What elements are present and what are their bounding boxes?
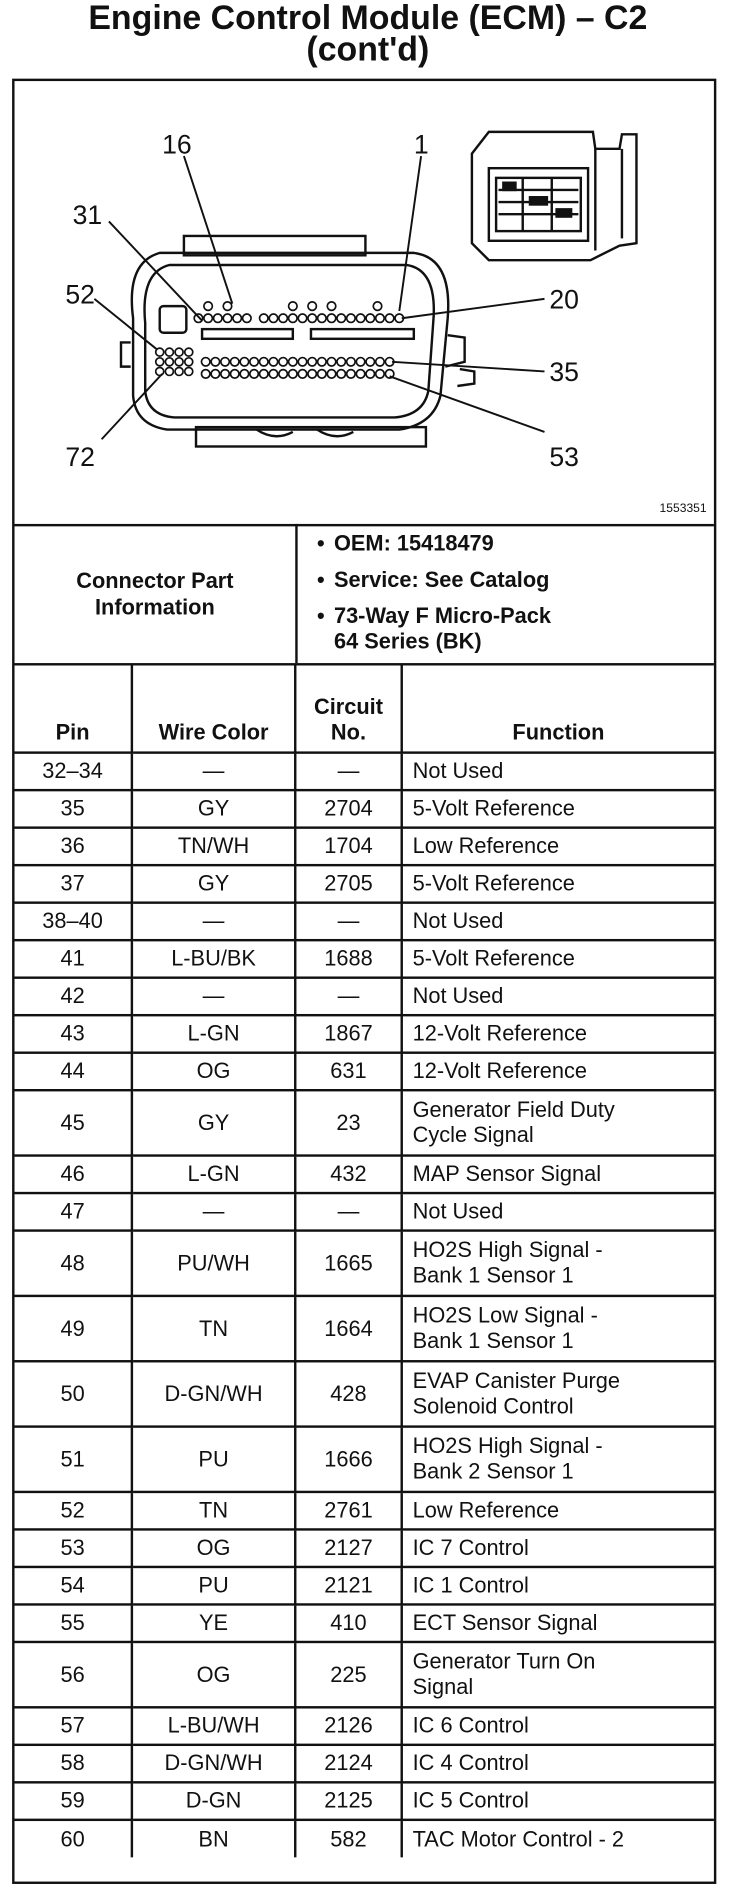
- table-row: [15, 828, 714, 866]
- function-cell: [402, 1156, 714, 1194]
- table-row: [15, 1296, 714, 1361]
- function-line-1: HO2S High Signal -: [412, 1237, 603, 1263]
- callout-labels: [65, 130, 579, 472]
- circuit-cell: 1665: [295, 1231, 401, 1296]
- circuit-cell: 2761: [295, 1492, 401, 1530]
- table-row: [15, 1156, 714, 1194]
- function-line-2: Solenoid Control: [412, 1393, 574, 1419]
- function-line-1: MAP Sensor Signal: [412, 1161, 602, 1186]
- function-line-1: HO2S Low Signal -: [412, 1303, 598, 1328]
- function-line-1: 5-Volt Reference: [412, 871, 575, 896]
- function-cell: [402, 1642, 714, 1707]
- function-line-2: Bank 1 Sensor 1: [412, 1263, 574, 1288]
- connector-info-details: [298, 524, 714, 663]
- wire-color-cell: OG: [132, 1053, 295, 1091]
- circuit-cell: 1666: [295, 1427, 401, 1492]
- pin-cell: 53: [15, 1529, 132, 1567]
- function-line-1: IC 1 Control: [412, 1573, 529, 1598]
- circuit-cell: 428: [295, 1361, 401, 1426]
- function-line-1: TAC Motor Control - 2: [412, 1826, 625, 1851]
- wire-color-cell: L-BU/WH: [132, 1707, 295, 1745]
- wire-color-cell: TN: [132, 1492, 295, 1530]
- circuit-cell: 432: [295, 1156, 401, 1194]
- pin-cell: 59: [15, 1782, 132, 1820]
- table-row: [15, 978, 714, 1016]
- function-line-1: IC 6 Control: [412, 1713, 529, 1738]
- function-line-2: Cycle Signal: [412, 1122, 534, 1148]
- title-line-1: Engine Control Module (ECM) – C2: [88, 0, 648, 37]
- function-cell: [402, 865, 714, 903]
- function-cell: [402, 1604, 714, 1642]
- info-bullet-service: • Service: See Catalog: [317, 567, 550, 592]
- wire-color-cell: —: [132, 903, 295, 941]
- circuit-cell: 23: [295, 1090, 401, 1155]
- function-line-1: EVAP Canister Purge: [412, 1368, 621, 1393]
- function-cell: [402, 978, 714, 1016]
- function-line-1: IC 4 Control: [412, 1750, 529, 1776]
- function-line-1: Not Used: [412, 908, 504, 933]
- wire-color-cell: TN: [132, 1296, 295, 1361]
- function-line-1: Not Used: [412, 983, 504, 1008]
- circuit-cell: 410: [295, 1604, 401, 1642]
- table-row: [15, 1529, 714, 1567]
- function-cell: [402, 1053, 714, 1091]
- table-row: [15, 1231, 714, 1296]
- table-row: [15, 1642, 714, 1707]
- bullet-icon: •: [317, 567, 325, 592]
- pin-cell: 42: [15, 978, 132, 1016]
- wire-color-cell: BN: [132, 1820, 295, 1858]
- wire-color-cell: GY: [132, 790, 295, 828]
- function-line-2: Bank 2 Sensor 1: [412, 1459, 574, 1484]
- function-cell: [402, 1492, 714, 1530]
- function-line-2: Signal: [412, 1674, 474, 1699]
- table-row: [15, 903, 714, 941]
- function-line-1: ECT Sensor Signal: [412, 1610, 598, 1635]
- function-line-1: Generator Field Duty: [412, 1097, 615, 1122]
- pin-cell: 55: [15, 1604, 132, 1642]
- wire-color-cell: D-GN: [132, 1782, 295, 1820]
- table-row: [15, 1053, 714, 1091]
- function-line-1: 5-Volt Reference: [412, 796, 575, 821]
- wire-color-cell: L-GN: [132, 1156, 295, 1194]
- connector-diagram: [15, 81, 714, 526]
- function-line-1: 12-Volt Reference: [412, 1058, 587, 1083]
- circuit-cell: 2124: [295, 1745, 401, 1783]
- callout-pin-53: 53: [549, 441, 579, 472]
- pin-cell: 37: [15, 865, 132, 903]
- circuit-cell: 1664: [295, 1296, 401, 1361]
- pin-cell: 47: [15, 1193, 132, 1231]
- circuit-cell: 2705: [295, 865, 401, 903]
- table-row: [15, 753, 714, 791]
- callout-pin-1: 1: [413, 129, 429, 160]
- connector-sheet: [12, 79, 716, 1884]
- function-cell: [402, 1015, 714, 1053]
- wire-color-cell: OG: [132, 1529, 295, 1567]
- function-cell: [402, 1745, 714, 1783]
- function-line-1: Low Reference: [412, 1497, 560, 1523]
- wire-color-cell: —: [132, 978, 295, 1016]
- circuit-cell: 2127: [295, 1529, 401, 1567]
- circuit-cell: 225: [295, 1642, 401, 1707]
- wire-color-cell: —: [132, 753, 295, 791]
- circuit-cell: 582: [295, 1820, 401, 1858]
- function-cell: [402, 828, 714, 866]
- function-cell: [402, 1567, 714, 1605]
- wire-color-cell: PU: [132, 1567, 295, 1605]
- callout-pin-16: 16: [162, 129, 192, 160]
- pin-cell: 52: [15, 1492, 132, 1530]
- pin-cell: 36: [15, 828, 132, 866]
- page-title: [0, 0, 736, 68]
- function-line-1: Low Reference: [412, 833, 560, 858]
- function-line-2: Bank 1 Sensor 1: [412, 1328, 574, 1353]
- function-line-1: Generator Turn On: [412, 1649, 596, 1674]
- pin-cell: 46: [15, 1156, 132, 1194]
- table-row: [15, 940, 714, 978]
- table-row: [15, 1782, 714, 1820]
- pin-cell: 32–34: [15, 753, 132, 791]
- pin-cell: 35: [15, 790, 132, 828]
- function-line-1: IC 5 Control: [412, 1788, 529, 1813]
- function-cell: [402, 1529, 714, 1567]
- circuit-cell: —: [295, 978, 401, 1016]
- pin-cell: 48: [15, 1231, 132, 1296]
- pin-cell: 51: [15, 1427, 132, 1492]
- callout-pin-52: 52: [65, 279, 95, 310]
- wire-color-cell: GY: [132, 865, 295, 903]
- function-line-1: Not Used: [412, 758, 504, 783]
- wire-color-cell: GY: [132, 1090, 295, 1155]
- function-cell: [402, 1427, 714, 1492]
- table-row: [15, 1567, 714, 1605]
- table-row: [15, 790, 714, 828]
- pin-cell: 45: [15, 1090, 132, 1155]
- pin-cell: 43: [15, 1015, 132, 1053]
- table-row: [15, 1193, 714, 1231]
- pin-cell: 41: [15, 940, 132, 978]
- connector-part-information: [15, 524, 714, 666]
- table-row: [15, 1361, 714, 1426]
- header-wire-color: Wire Color: [132, 666, 295, 753]
- pin-cell: 38–40: [15, 903, 132, 941]
- table-row: [15, 1427, 714, 1492]
- table-row: [15, 1604, 714, 1642]
- function-line-1: 12-Volt Reference: [412, 1021, 587, 1046]
- header-pin: Pin: [15, 666, 132, 753]
- pinout-table: [15, 666, 714, 1858]
- circuit-cell: 2126: [295, 1707, 401, 1745]
- function-line-1: Not Used: [412, 1199, 504, 1224]
- callout-leaders: [94, 156, 544, 439]
- wire-color-cell: —: [132, 1193, 295, 1231]
- function-cell: [402, 1707, 714, 1745]
- function-cell: [402, 940, 714, 978]
- wire-color-cell: PU/WH: [132, 1231, 295, 1296]
- function-cell: [402, 753, 714, 791]
- function-cell: [402, 1782, 714, 1820]
- pin-cell: 44: [15, 1053, 132, 1091]
- connector-info-label: Connector Part Information: [15, 524, 298, 663]
- wire-color-cell: L-GN: [132, 1015, 295, 1053]
- table-row: [15, 1745, 714, 1783]
- wire-color-cell: D-GN/WH: [132, 1745, 295, 1783]
- circuit-cell: —: [295, 903, 401, 941]
- circuit-cell: 1688: [295, 940, 401, 978]
- function-line-1: HO2S High Signal -: [412, 1433, 603, 1459]
- function-cell: [402, 1820, 714, 1858]
- pin-cell: 50: [15, 1361, 132, 1426]
- pinout-header-row: [15, 666, 714, 753]
- wire-color-cell: PU: [132, 1427, 295, 1492]
- function-cell: [402, 1090, 714, 1155]
- circuit-cell: 2704: [295, 790, 401, 828]
- info-bullet-connector-type: • 73-Way F Micro-Pack 64 Series (BK): [317, 603, 552, 654]
- table-row: [15, 865, 714, 903]
- pin-cell: 54: [15, 1567, 132, 1605]
- function-cell: [402, 1296, 714, 1361]
- header-circuit-no: Circuit No.: [295, 666, 401, 753]
- circuit-cell: —: [295, 1193, 401, 1231]
- circuit-cell: 1867: [295, 1015, 401, 1053]
- pin-cell: 57: [15, 1707, 132, 1745]
- pin-cell: 56: [15, 1642, 132, 1707]
- info-bullet-oem: • OEM: 15418479: [317, 531, 494, 556]
- circuit-cell: 631: [295, 1053, 401, 1091]
- wire-color-cell: L-BU/BK: [132, 940, 295, 978]
- figure-number: 1553351: [659, 500, 707, 515]
- table-row: [15, 1090, 714, 1155]
- table-row: [15, 1492, 714, 1530]
- title-line-2: (cont'd): [306, 30, 430, 68]
- callout-pin-31: 31: [72, 199, 103, 230]
- callout-pin-20: 20: [549, 284, 579, 315]
- function-cell: [402, 1361, 714, 1426]
- wire-color-cell: D-GN/WH: [132, 1361, 295, 1426]
- table-row: [15, 1015, 714, 1053]
- circuit-cell: 2121: [295, 1567, 401, 1605]
- callout-pin-35: 35: [549, 357, 579, 388]
- function-line-1: IC 7 Control: [412, 1535, 529, 1560]
- circuit-cell: 1704: [295, 828, 401, 866]
- function-cell: [402, 790, 714, 828]
- pinout-rows: [15, 753, 714, 1858]
- pin-cell: 58: [15, 1745, 132, 1783]
- wire-color-cell: TN/WH: [132, 828, 295, 866]
- table-row: [15, 1820, 714, 1858]
- pin-cell: 49: [15, 1296, 132, 1361]
- header-function: Function: [402, 666, 714, 753]
- connector-illustration: [15, 81, 714, 524]
- function-cell: [402, 1231, 714, 1296]
- circuit-cell: 2125: [295, 1782, 401, 1820]
- connector-thumbnail: [472, 132, 637, 260]
- pin-cell: 60: [15, 1820, 132, 1858]
- callout-pin-72: 72: [65, 441, 95, 472]
- function-cell: [402, 1193, 714, 1231]
- function-cell: [402, 903, 714, 941]
- circuit-cell: —: [295, 753, 401, 791]
- wire-color-cell: YE: [132, 1604, 295, 1642]
- bullet-icon: •: [317, 603, 325, 628]
- table-row: [15, 1707, 714, 1745]
- wire-color-cell: OG: [132, 1642, 295, 1707]
- bullet-icon: •: [317, 531, 325, 556]
- function-line-1: 5-Volt Reference: [412, 946, 575, 971]
- connector-face: [121, 236, 474, 447]
